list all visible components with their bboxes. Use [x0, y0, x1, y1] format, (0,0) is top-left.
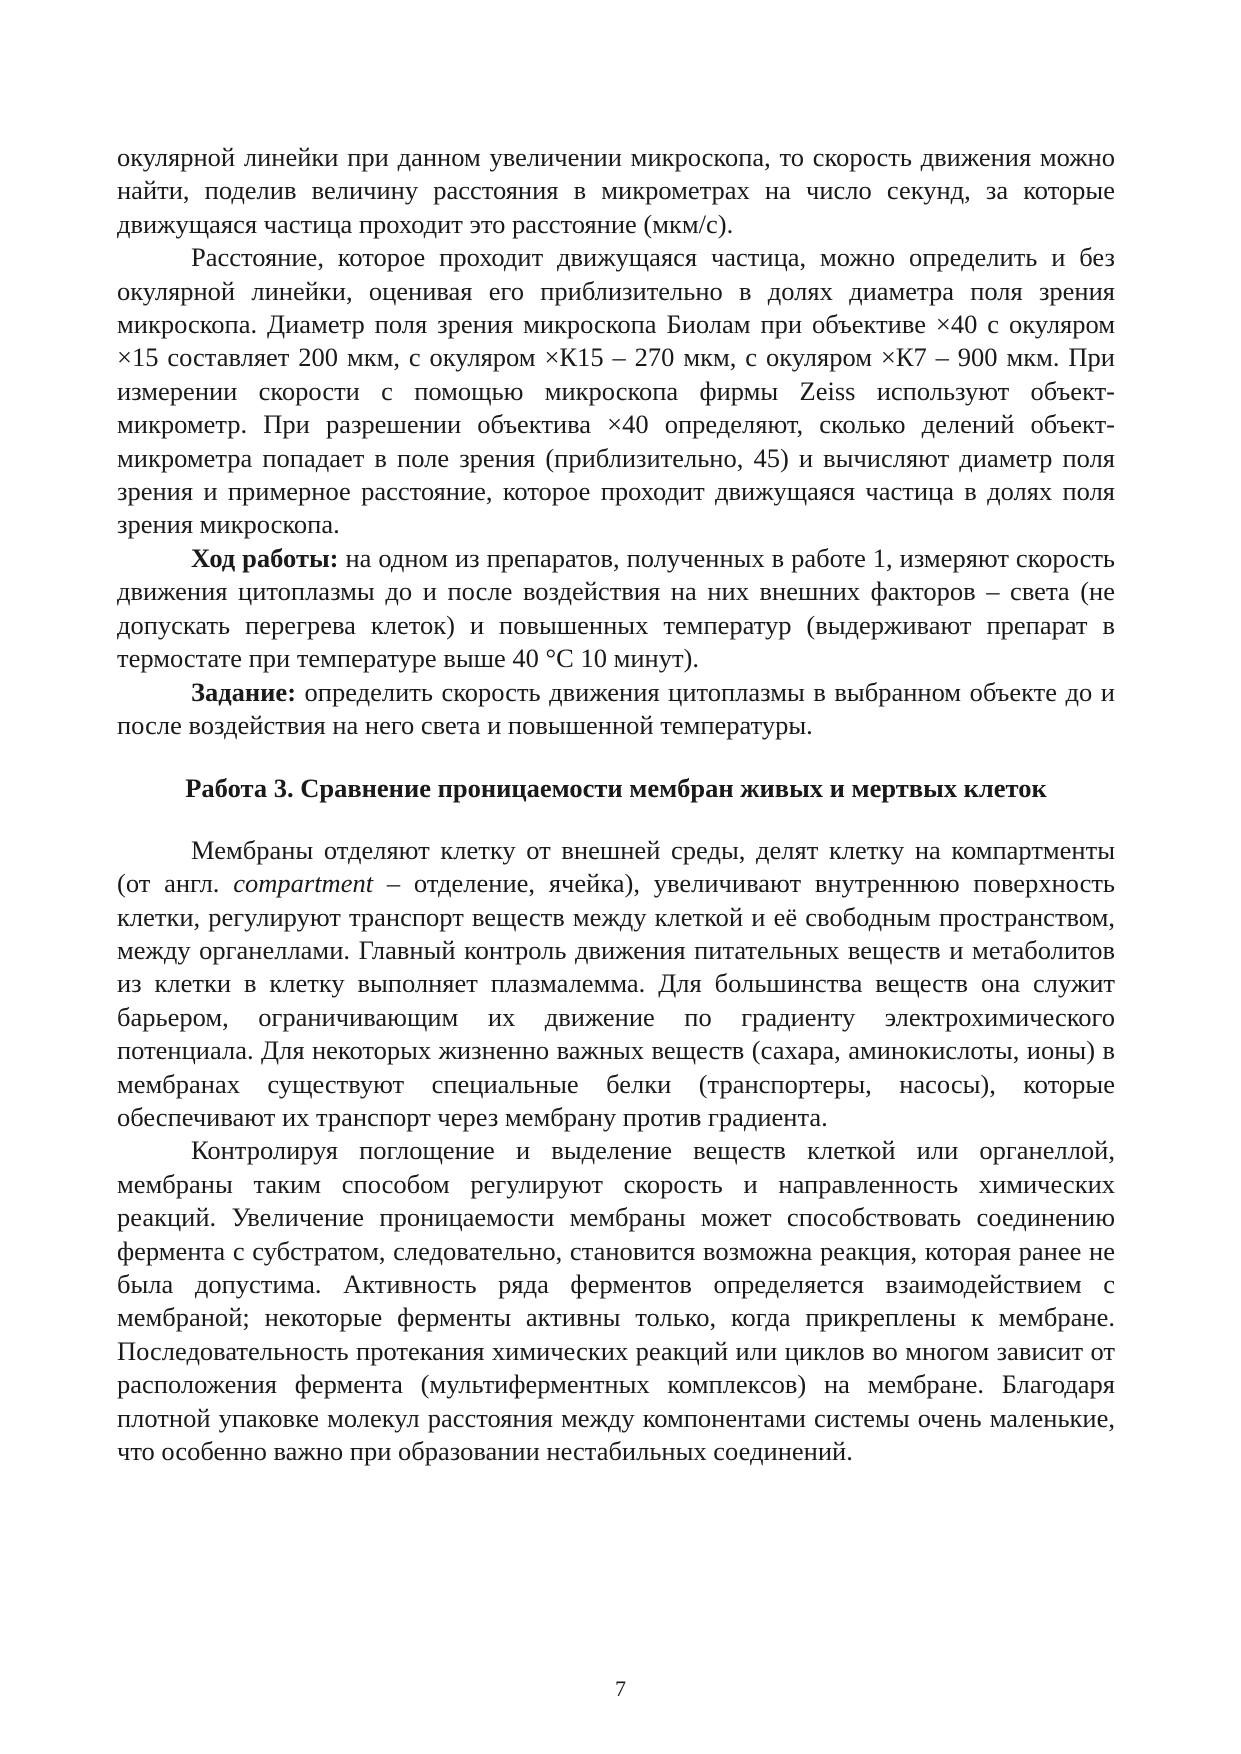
- task-label: Задание:: [191, 676, 297, 707]
- membranes-text-after: – отделение, ячейка), увеличивают внутреннюю поверхность клетки, регулируют транспорт веществ между клеткой и её свободным пространством, между органеллами. Главный контроль движения питательных веществ и метаболитов из клетки в клетку выполняет плазмалемма. Для большинства веществ она служит барьером, ограничивающим их движение по градиенту электрохимического потенциала. Для некоторых жизненно важных веществ (сахара, аминокислоты, ионы) в мембранах существуют специальные белки (транспортеры, насосы), которые обеспечивают их транспорт через мембрану против градиента.: [117, 868, 1116, 1132]
- paragraph-membranes: [117, 834, 1115, 1135]
- page-number: 7: [615, 1676, 626, 1701]
- paragraph-continuation: окулярной линейки при данном увеличении микроскопа, то скорость движения можно найти, поделив величину расстояния в микрометрах на число секунд, за которые движущаяся частица проходит это расстояние (мкм/с).: [117, 142, 1115, 239]
- task-text: определить скорость движения цитоплазмы в выбранном объекте до и после воздействия на него света и повышенной температуры.: [117, 676, 1115, 740]
- paragraph-procedure: [117, 542, 1115, 676]
- section-heading: Работа 3. Сравнение проницаемости мембран живых и мертвых клеток: [185, 773, 1047, 804]
- paragraph-membrane-control: Контролируя поглощение и выделение веществ клеткой или органеллой, мембраны таким способом регулируют скорость и направленность химических реакций. Увеличение проницаемости мембраны может способствовать соединению фермента с субстратом, следовательно, становится возможна реакция, которая ранее не была допустима. Активность ряда ферментов определяется взаимодействием с мембраной; некоторые ферменты активны только, когда прикреплены к мембране. Последовательность протекания химических реакций или циклов во многом зависит от расположения фермента (мультиферментных комплексов) на мембране. Благодаря плотной упаковке молекул расстояния между компонентами системы очень маленькие, что особенно важно при образовании нестабильных соединений.: [117, 1135, 1115, 1467]
- membranes-term: compartment: [233, 868, 374, 899]
- paragraph-task: [117, 676, 1115, 743]
- page-content: [117, 141, 1115, 1468]
- membranes-text-before: Мембраны отделяют клетку от внешней среды, делят клетку на компартменты (от англ.: [117, 834, 1115, 899]
- procedure-text: на одном из препаратов, полученных в работе 1, измеряют скорость движения цитоплазмы до и после воздействия на них внешних факторов – света (не допускать перегрева клеток) и повышенных температур (выдерживают препарат в термостате при температуре выше 40 °С 10 минут).: [117, 542, 1115, 674]
- procedure-label: Ход работы:: [191, 542, 339, 573]
- paragraph-distance-estimation: Расстояние, которое проходит движущаяся частица, можно определить и без окулярной линейки, оценивая его приблизительно в долях диаметра поля зрения микроскопа. Диаметр поля зрения микроскопа Биолам при объективе ×40 с окуляром ×15 составляет 200 мкм, с окуляром ×К15 – 270 мкм, с окуляром ×К7 – 900 мкм. При измерении скорости с помощью микроскопа фирмы Zeiss используют объект-микрометр. При разрешении объектива ×40 определяют, сколько делений объект-микрометра попадает в поле зрения (приблизительно, 45) и вычисляют диаметр поля зрения и примерное расстояние, которое проходит движущаяся частица в долях поля зрения микроскопа.: [117, 242, 1115, 540]
